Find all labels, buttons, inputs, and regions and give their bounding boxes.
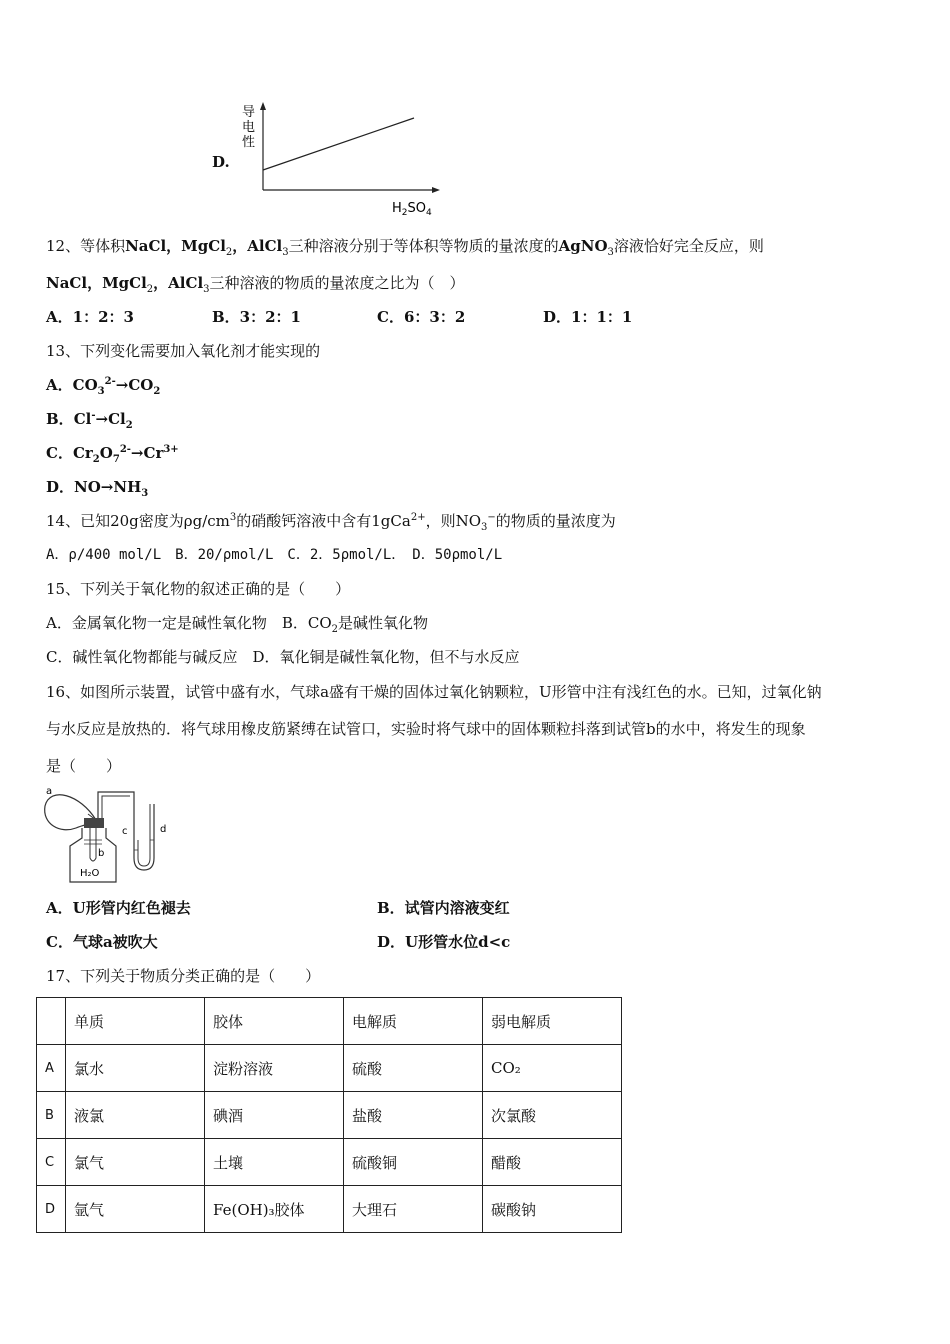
q15-options-cd[interactable]: C．碱性氧化物都能与碱反应 D．氧化铜是碱性氧化物，但不与水反应 (46, 648, 520, 666)
table-cell: 淀粉溶液 (205, 1045, 344, 1092)
header-cell: 弱电解质 (483, 998, 622, 1045)
table-cell: 大理石 (344, 1186, 483, 1233)
table-cell: 盐酸 (344, 1092, 483, 1139)
q16-apparatus-figure (40, 784, 180, 886)
q17-classification-table (36, 997, 622, 1233)
q12-option-d[interactable]: D．1：1：1 (543, 308, 633, 326)
table-cell: CO₂ (483, 1045, 622, 1092)
q16-option-c[interactable]: C．气球a被吹大 (46, 933, 158, 951)
q11-option-d-label: D. (212, 153, 230, 171)
table-cell: 硫酸铜 (344, 1139, 483, 1186)
table-row (37, 1186, 622, 1233)
q12-option-a[interactable]: A．1：2：3 (46, 308, 134, 326)
table-cell: A (37, 1045, 66, 1092)
x-axis-label: $H_2SO_4$ (392, 201, 432, 218)
q15-stem: 15、下列关于氧化物的叙述正确的是（ ） (46, 580, 351, 598)
label-water: H₂O (80, 868, 100, 879)
table-cell: 碘酒 (205, 1092, 344, 1139)
q16-option-b[interactable]: B．试管内溶液变红 (377, 899, 510, 917)
table-cell: 醋酸 (483, 1139, 622, 1186)
label-d: d (160, 824, 167, 835)
label-c: c (122, 826, 128, 837)
q17-stem: 17、下列关于物质分类正确的是（ ） (46, 967, 321, 985)
table-cell: 硫酸 (344, 1045, 483, 1092)
q15-options-ab[interactable]: A．金属氧化物一定是碱性氧化物 B．$CO_2$是碱性氧化物 (46, 614, 429, 635)
table-header-row (37, 998, 622, 1045)
q13-option-c[interactable]: C．$Cr_2O_7^{2-}\to Cr^{3+}$ (46, 444, 179, 465)
table-cell: 碳酸钠 (483, 1186, 622, 1233)
header-cell: 电解质 (344, 998, 483, 1045)
q12-option-b[interactable]: B．3：2：1 (212, 308, 301, 326)
q13-option-b[interactable]: B．$Cl^-\to Cl_2$ (46, 410, 133, 431)
q12-stem-line2: NaCl，MgCl$_2$，AlCl$_3$三种溶液的物质的量浓度之比为（ ） (46, 274, 465, 295)
table-cell: D (37, 1186, 66, 1233)
table-cell: 氯水 (66, 1045, 205, 1092)
table-row (37, 1092, 622, 1139)
header-cell (37, 998, 66, 1045)
q12-stem-line1: 12、等体积NaCl，MgCl$_2$，AlCl$_3$三种溶液分别于等体积等物质的量浓度的AgNO$_3$溶液恰好完全反应，则 (46, 237, 764, 258)
table-row (37, 1139, 622, 1186)
q14-options[interactable]: A．ρ/400 mol/L B．20/ρmol/L C．2．5ρmol/L． D．50ρmol/L (46, 547, 503, 563)
q16-stem-line1: 16、如图所示装置，试管中盛有水，气球a盛有干燥的固体过氧化钠颗粒，U形管中注有浅红色的水。已知，过氧化钠 (46, 683, 822, 701)
table-cell: 氯气 (66, 1139, 205, 1186)
y-axis-char-2: 电 (242, 120, 256, 135)
table-cell: 氩气 (66, 1186, 205, 1233)
table-cell: Fe(OH)₃胶体 (205, 1186, 344, 1233)
table-cell: C (37, 1139, 66, 1186)
table-row (37, 1045, 622, 1092)
table-cell: 土壤 (205, 1139, 344, 1186)
table-cell: 液氯 (66, 1092, 205, 1139)
q13-option-a[interactable]: A．$CO_3^{2-}\to CO_2$ (46, 376, 161, 397)
q16-stem-line2: 与水反应是放热的．将气球用橡皮筋紧缚在试管口，实验时将气球中的固体颗粒抖落到试管b的水中，将发生的现象 (46, 720, 806, 738)
table-cell: B (37, 1092, 66, 1139)
y-axis-char-3: 性 (242, 135, 256, 150)
q13-option-d[interactable]: D．$NO\to NH_3$ (46, 478, 149, 499)
q14-stem: 14、已知20g密度为$\rho g/cm^3$的硝酸钙溶液中含有1gCa$^{2+}$，则$NO_3^-$的物质的量浓度为 (46, 512, 616, 533)
label-a: a (46, 786, 53, 797)
header-cell: 单质 (66, 998, 205, 1045)
table-cell: 次氯酸 (483, 1092, 622, 1139)
q11-conductivity-graph (236, 100, 446, 220)
q16-stem-line3: 是（ ） (46, 757, 122, 775)
q12-option-c[interactable]: C．6：3：2 (377, 308, 466, 326)
q16-option-a[interactable]: A．U形管内红色褪去 (46, 899, 191, 917)
y-axis-char-1: 导 (242, 105, 256, 120)
q16-option-d[interactable]: D．U形管水位d<c (377, 933, 511, 951)
label-b: b (98, 848, 105, 859)
q13-stem: 13、下列变化需要加入氧化剂才能实现的 (46, 342, 321, 360)
header-cell: 胶体 (205, 998, 344, 1045)
conductivity-line (263, 118, 414, 170)
